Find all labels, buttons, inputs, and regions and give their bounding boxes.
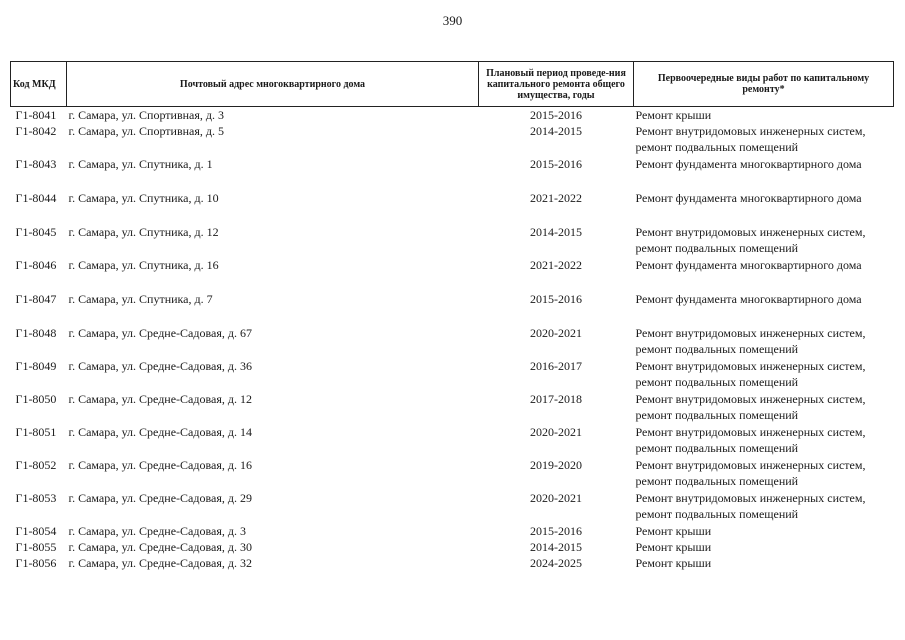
cell-code: Г1-8054	[15, 524, 57, 538]
works-line: Ремонт внутридомовых инженерных систем,	[635, 458, 866, 472]
cell-code: Г1-8045	[15, 225, 57, 239]
cell-period: 2014-2015	[530, 540, 582, 554]
cell-code: Г1-8042	[15, 124, 57, 138]
cell-works	[634, 490, 894, 523]
cell-address: г. Самара, ул. Средне-Садовая, д. 29	[68, 491, 252, 505]
cell-address: г. Самара, ул. Спутника, д. 12	[68, 225, 219, 239]
table-body	[11, 107, 894, 572]
works-line: Ремонт внутридомовых инженерных систем,	[635, 425, 866, 439]
works-line: ремонт подвальных помещений	[635, 408, 799, 422]
cell-address: г. Самара, ул. Спутника, д. 10	[68, 191, 219, 205]
cell-code: Г1-8041	[15, 108, 57, 122]
cell-works	[634, 257, 894, 291]
cell-code: Г1-8050	[15, 392, 57, 406]
cell-code: Г1-8053	[15, 491, 57, 505]
cell-address: г. Самара, ул. Спортивная, д. 3	[68, 108, 224, 122]
works-line: Ремонт крыши	[635, 540, 712, 554]
cell-code: Г1-8046	[15, 258, 57, 272]
cell-period: 2021-2022	[530, 258, 582, 272]
cell-works	[634, 325, 894, 358]
cell-works	[634, 523, 894, 539]
cell-works	[634, 457, 894, 490]
works-line: ремонт подвальных помещений	[635, 342, 799, 356]
table-row	[11, 325, 894, 358]
cell-works	[634, 107, 894, 124]
cell-period: 2015-2016	[530, 292, 582, 306]
works-line: Ремонт фундамента многоквартирного дома	[635, 191, 862, 205]
cell-code: Г1-8049	[15, 359, 57, 373]
table-row	[11, 123, 894, 156]
cell-period: 2024-2025	[530, 556, 582, 570]
cell-works	[634, 291, 894, 325]
table-row	[11, 257, 894, 291]
table-row	[11, 523, 894, 539]
cell-address: г. Самара, ул. Средне-Садовая, д. 12	[68, 392, 252, 406]
cell-period: 2020-2021	[530, 425, 582, 439]
works-line: ремонт подвальных помещений	[635, 474, 799, 488]
cell-address: г. Самара, ул. Средне-Садовая, д. 30	[68, 540, 252, 554]
works-line: Ремонт внутридомовых инженерных систем,	[635, 491, 866, 505]
works-line: Ремонт фундамента многоквартирного дома	[635, 157, 862, 171]
table-header-row	[11, 62, 894, 107]
table-row	[11, 424, 894, 457]
works-line: Ремонт внутридомовых инженерных систем,	[635, 326, 866, 340]
works-line: ремонт подвальных помещений	[635, 241, 799, 255]
works-line: Ремонт внутридомовых инженерных систем,	[635, 359, 866, 373]
table-row	[11, 224, 894, 257]
cell-works	[634, 555, 894, 571]
cell-code: Г1-8052	[15, 458, 57, 472]
header-works: Первоочередные виды работ по капитальному ремонту*	[634, 62, 894, 107]
cell-address: г. Самара, ул. Спутника, д. 16	[68, 258, 219, 272]
page-number: 390	[442, 13, 463, 28]
cell-address: г. Самара, ул. Средне-Садовая, д. 3	[68, 524, 246, 538]
works-line: Ремонт внутридомовых инженерных систем,	[635, 392, 866, 406]
cell-period: 2017-2018	[530, 392, 582, 406]
header-code: Код МКД	[11, 62, 67, 107]
cell-works	[634, 539, 894, 555]
works-line: Ремонт фундамента многоквартирного дома	[635, 292, 862, 306]
cell-period: 2015-2016	[530, 157, 582, 171]
table-row	[11, 156, 894, 190]
cell-period: 2021-2022	[530, 191, 582, 205]
cell-period: 2014-2015	[530, 124, 582, 138]
table-row	[11, 555, 894, 571]
cell-code: Г1-8055	[15, 540, 57, 554]
cell-code: Г1-8047	[15, 292, 57, 306]
cell-address: г. Самара, ул. Спортивная, д. 5	[68, 124, 224, 138]
header-period: Плановый период проведе-ния капитального ремонта общего имущества, годы	[479, 62, 634, 107]
cell-period: 2019-2020	[530, 458, 582, 472]
cell-period: 2015-2016	[530, 524, 582, 538]
cell-works	[634, 156, 894, 190]
cell-code: Г1-8044	[15, 191, 57, 205]
works-line: Ремонт крыши	[635, 556, 712, 570]
repair-schedule-table	[10, 61, 894, 571]
cell-code: Г1-8051	[15, 425, 57, 439]
header-address: Почтовый адрес многоквартирного дома	[67, 62, 479, 107]
cell-code: Г1-8048	[15, 326, 57, 340]
cell-works	[634, 123, 894, 156]
works-line: Ремонт крыши	[635, 524, 712, 538]
cell-works	[634, 424, 894, 457]
works-line: ремонт подвальных помещений	[635, 375, 799, 389]
works-line: Ремонт фундамента многоквартирного дома	[635, 258, 862, 272]
table-row	[11, 539, 894, 555]
cell-address: г. Самара, ул. Спутника, д. 7	[68, 292, 213, 306]
works-line: ремонт подвальных помещений	[635, 507, 799, 521]
table-row	[11, 358, 894, 391]
cell-works	[634, 358, 894, 391]
works-line: ремонт подвальных помещений	[635, 441, 799, 455]
cell-period: 2020-2021	[530, 326, 582, 340]
cell-period: 2020-2021	[530, 491, 582, 505]
cell-address: г. Самара, ул. Спутника, д. 1	[68, 157, 213, 171]
works-line: ремонт подвальных помещений	[635, 140, 799, 154]
cell-address: г. Самара, ул. Средне-Садовая, д. 67	[68, 326, 252, 340]
table-row	[11, 391, 894, 424]
cell-address: г. Самара, ул. Средне-Садовая, д. 36	[68, 359, 252, 373]
works-line: Ремонт внутридомовых инженерных систем,	[635, 225, 866, 239]
cell-period: 2014-2015	[530, 225, 582, 239]
table-row	[11, 490, 894, 523]
cell-works	[634, 391, 894, 424]
cell-works	[634, 190, 894, 224]
cell-code: Г1-8043	[15, 157, 57, 171]
table-row	[11, 190, 894, 224]
cell-address: г. Самара, ул. Средне-Садовая, д. 16	[68, 458, 252, 472]
cell-address: г. Самара, ул. Средне-Садовая, д. 32	[68, 556, 252, 570]
cell-period: 2016-2017	[530, 359, 582, 373]
table-row	[11, 457, 894, 490]
cell-code: Г1-8056	[15, 556, 57, 570]
table-row	[11, 107, 894, 124]
cell-address: г. Самара, ул. Средне-Садовая, д. 14	[68, 425, 252, 439]
table-row	[11, 291, 894, 325]
cell-period: 2015-2016	[530, 108, 582, 122]
works-line: Ремонт внутридомовых инженерных систем,	[635, 124, 866, 138]
works-line: Ремонт крыши	[635, 108, 712, 122]
cell-works	[634, 224, 894, 257]
